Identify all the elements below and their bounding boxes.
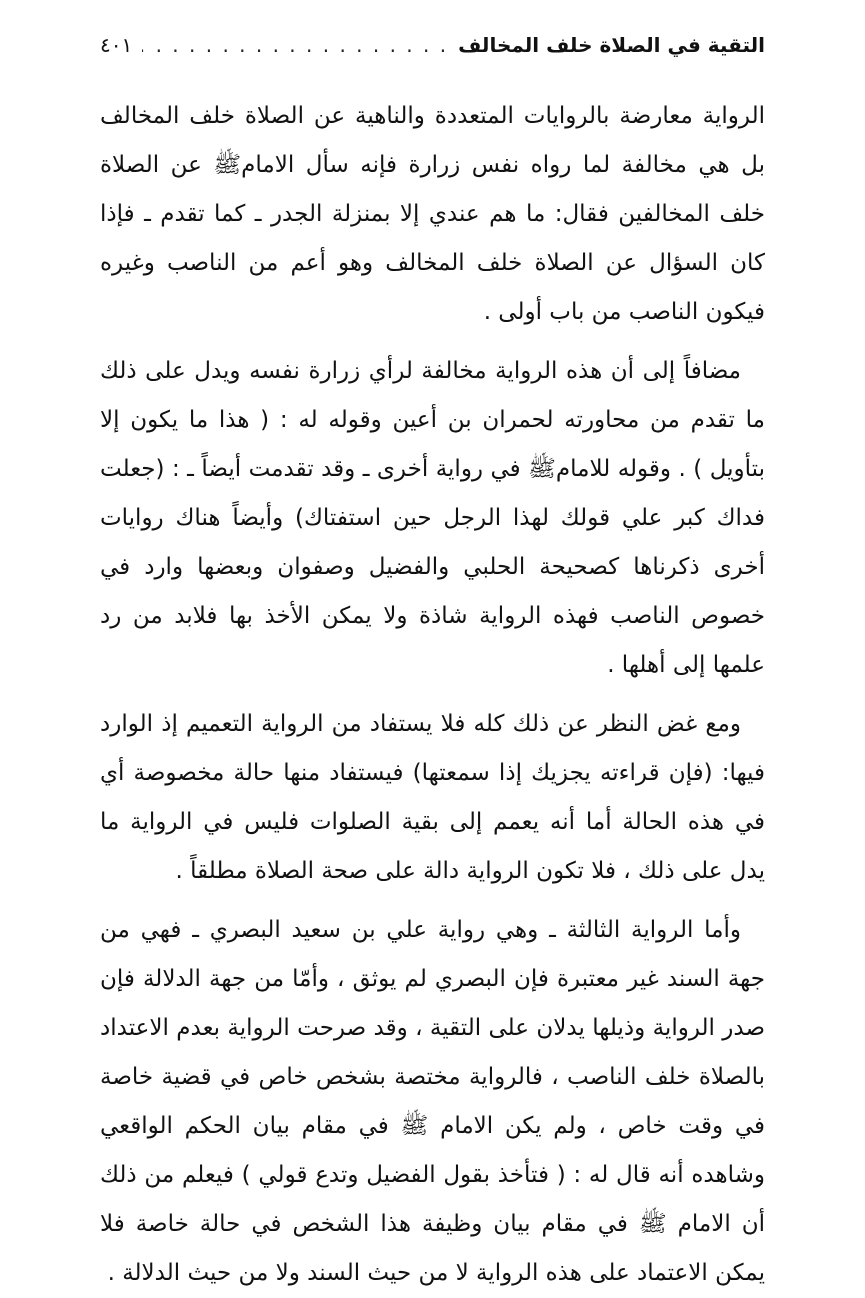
book-page: [100, 28, 765, 1298]
body-text: [100, 92, 765, 1298]
paragraph: ومع غض النظر عن ذلك كله فلا يستفاد من الرواية التعميم إذ الوارد فيها: (فإن قراءته يجزيك إذا سمعتها) فيستفاد منها حالة مخصوصة أي في هذه الحالة أما أنه يعمم إلى بقية الصلوات فليس في الرواية ما يدل على ذلك ، فلا تكون الرواية دالة على صحة الصلاة مطلقاً .: [100, 711, 765, 884]
leader-dots: [142, 28, 448, 62]
running-header: [100, 28, 765, 62]
paragraph: وأما الرواية الثالثة ـ وهي رواية علي بن سعيد البصري ـ فهي من جهة السند غير معتبرة فإن البصري لم يوثق ، وأمّا من جهة الدلالة فإن صدر الرواية وذيلها يدلان على التقية ، وقد صرحت الرواية بعدم الاعتداد بالصلاة خلف الناصب ، فالرواية مختصة بشخص خاص في قضية خاصة في وقت خاص ، ولم يكن الامام ﷺ في مقام بيان الحكم الواقعي وشاهده أنه قال له : ( فتأخذ بقول الفضيل وتدع قولي ) فيعلم من ذلك أن الامام ﷺ في مقام بيان وظيفة هذا الشخص في حالة خاصة فلا يمكن الاعتماد على هذه الرواية لا من حيث السند ولا من حيث الدلالة .: [100, 917, 765, 1286]
page-number: ٤٠١: [100, 33, 133, 57]
chapter-title: التقية في الصلاة خلف المخالف: [458, 33, 765, 57]
paragraph: الرواية معارضة بالروايات المتعددة والناهية عن الصلاة خلف المخالف بل هي مخالفة لما رواه نفس زرارة فإنه سأل الامامﷺ عن الصلاة خلف المخالفين فقال: ما هم عندي إلا بمنزلة الجدر ـ كما تقدم ـ فإذا كان السؤال عن الصلاة خلف المخالف وهو أعم من الناصب وغيره فيكون الناصب من باب أولى .: [100, 103, 765, 325]
paragraph: مضافاً إلى أن هذه الرواية مخالفة لرأي زرارة نفسه ويدل على ذلك ما تقدم من محاورته لحمران بن أعين وقوله له : ( هذا ما يكون إلا بتأويل ) . وقوله للامامﷺ في رواية أخرى ـ وقد تقدمت أيضاً ـ : (جعلت فداك كبر علي قولك لهذا الرجل حين استفتاك) وأيضاً هناك روايات أخرى ذكرناها كصحيحة الحلبي والفضيل وصفوان وبعضها وارد في خصوص الناصب فهذه الرواية شاذة ولا يمكن الأخذ بها فلابد من رد علمها إلى أهلها .: [100, 358, 765, 678]
